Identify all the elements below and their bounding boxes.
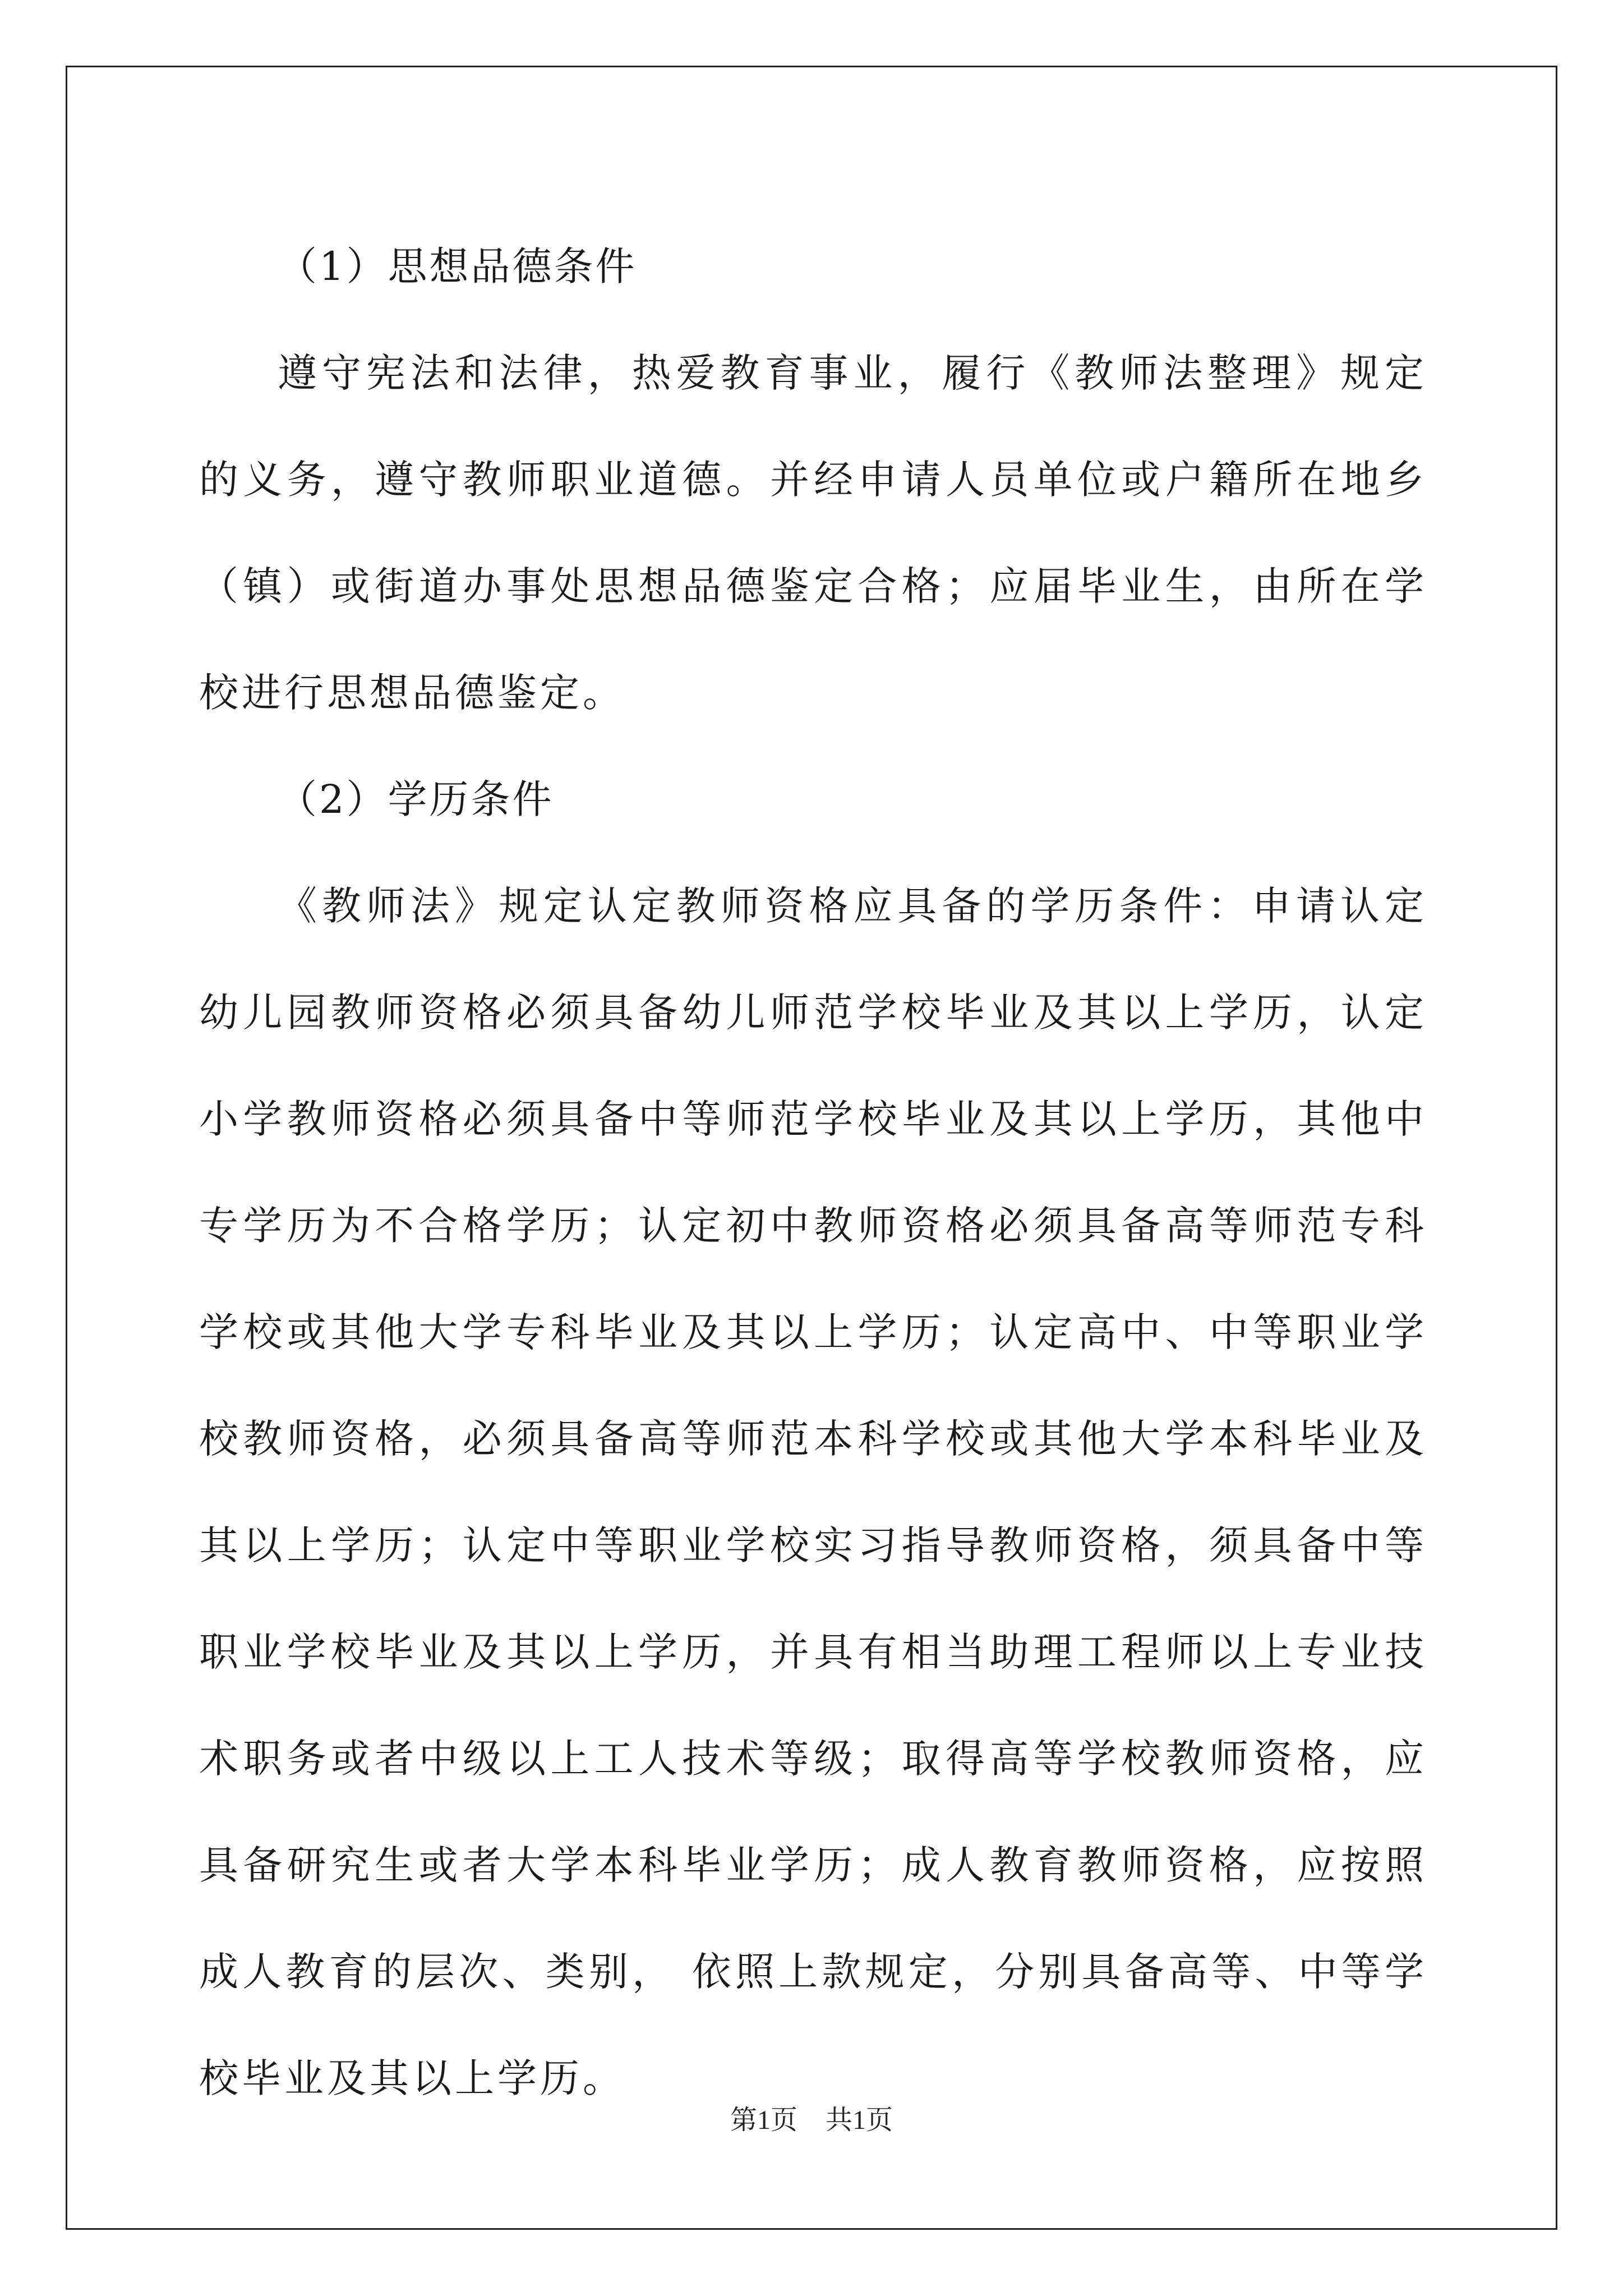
current-page-label: 第1页 <box>730 2105 797 2135</box>
section-heading-moral: （1）思想品德条件 <box>278 243 637 289</box>
total-pages-label: 共1页 <box>826 2105 893 2135</box>
section-paragraph-education: 《教师法》规定认定教师资格应具备的学历条件：申请认定幼儿园教师资格必须具备幼儿师范学校毕业及其以上学历，认定小学教师资格必须具备中等师范学校毕业及其以上学历，其他中专学历为不合格学历；认定初中教师资格必须具备高等师范专科学校或其他大学专科毕业及其以上学历；认定高中、中等职业学校教师资格，必须具备高等师范本科学校或其他大学本科毕业及其以上学历；认定中等职业学校实习指导教师资格，须具备中等职业学校毕业及其以上学历，并具有相当助理工程师以上专业技术职务或者中级以上工人技术等级；取得高等学校教师资格，应具备研究生或者大学本科毕业学历；成人教育教师资格，应按照成人教育的层次、类别， 依照上款规定，分别具备高等、中等学校毕业及其以上学历。 <box>199 883 1427 2101</box>
section-paragraph-moral: 遵守宪法和法律，热爱教育事业，履行《教师法整理》规定的义务，遵守教师职业道德。并经申请人员单位或户籍所在地乡（镇）或街道办事处思想品德鉴定合格；应届毕业生，由所在学校进行思想品德鉴定。 <box>199 350 1427 716</box>
document-body <box>199 213 1427 2132</box>
page-footer <box>0 2098 1623 2137</box>
section-heading-education: （2）学历条件 <box>278 776 554 822</box>
